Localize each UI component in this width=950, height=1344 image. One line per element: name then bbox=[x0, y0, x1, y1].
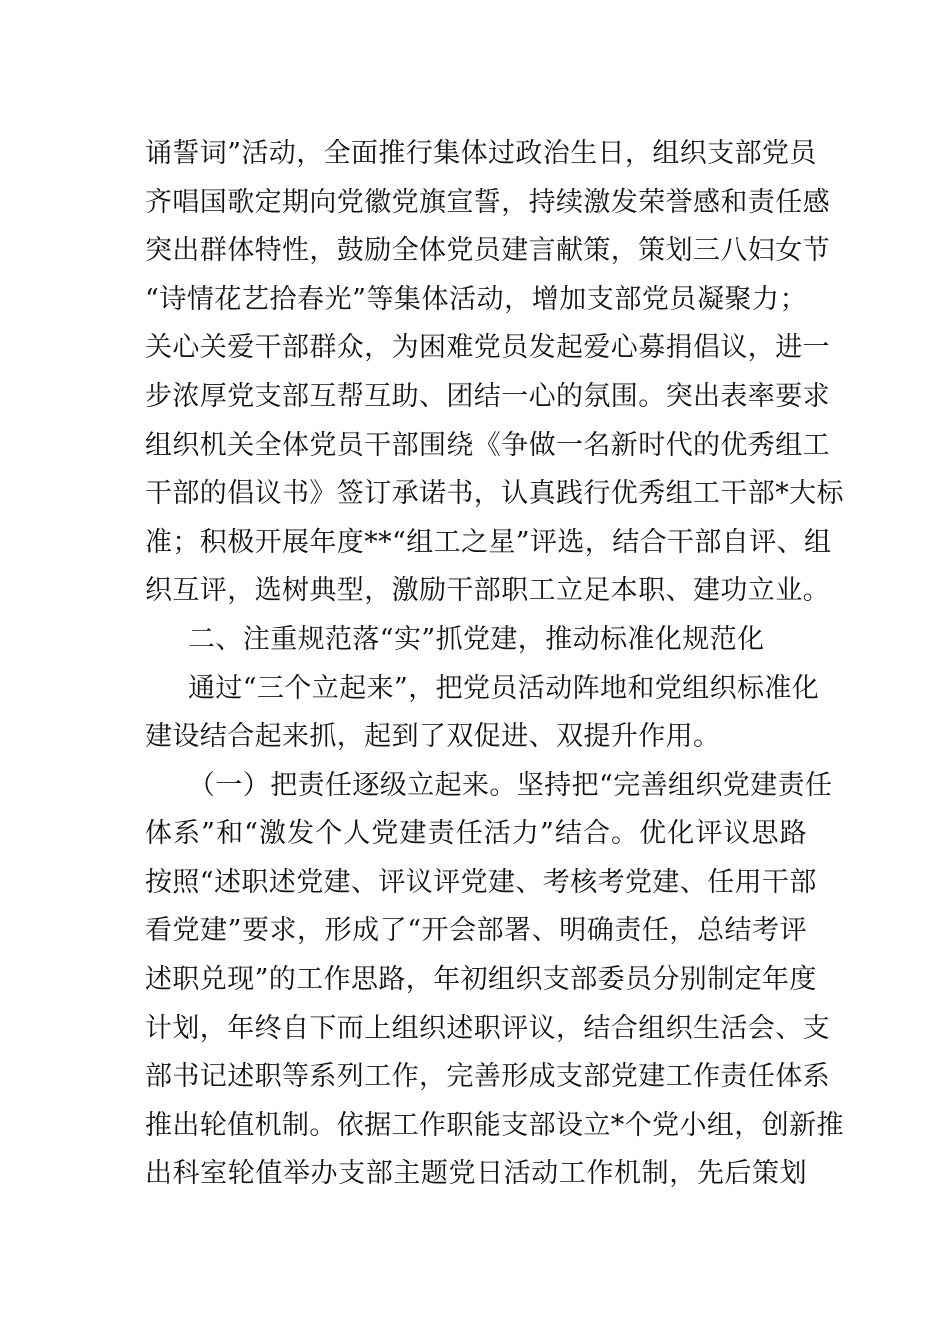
text-line: 体系”和“激发个人党建责任活力”结合。优化评议思路 bbox=[145, 818, 807, 849]
text-line: 建设结合起来抓，起到了双促进、双提升作用。 bbox=[145, 721, 721, 752]
text-line: 关心关爱干部群众，为困难党员发起爱心募捐倡议，进一 bbox=[145, 332, 830, 363]
text-line: 计划，年终自下而上组织述职评议，结合组织生活会、支 bbox=[145, 1013, 830, 1044]
text-line: 部书记述职等系列工作，完善形成支部党建工作责任体系 bbox=[145, 1061, 830, 1092]
text-line: 看党建”要求，形成了“开会部署、明确责任，总结考评 bbox=[145, 915, 807, 946]
text-line: 按照“述职述党建、评议评党建、考核考党建、任用干部 bbox=[145, 867, 817, 898]
text-line: 推出轮值机制。依据工作职能支部设立*个党小组，创新推 bbox=[145, 1110, 844, 1141]
text-line: 步浓厚党支部互帮互助、团结一心的氛围。突出表率要求 bbox=[145, 381, 830, 412]
text-line: “诗情花艺拾春光”等集体活动，增加支部党员凝聚力； bbox=[145, 284, 807, 315]
section-heading: 二、注重规范落“实”抓党建，推动标准化规范化 bbox=[188, 624, 765, 655]
text-line: 诵誓词”活动，全面推行集体过政治生日，组织支部党员 bbox=[145, 138, 817, 169]
text-line: 述职兑现”的工作思路，年初组织支部委员分别制定年度 bbox=[145, 964, 817, 995]
text-line: 通过“三个立起来”，把党员活动阵地和党组织标准化 bbox=[188, 673, 820, 704]
text-line: 齐唱国歌定期向党徽党旗宣誓，持续激发荣誉感和责任感 bbox=[145, 187, 830, 218]
subsection-heading: （一）把责任逐级立起来。坚持把“完善组织党建责任 bbox=[188, 770, 833, 801]
text-line: 出科室轮值举办支部主题党日活动工作机制，先后策划 bbox=[145, 1158, 807, 1189]
text-line: 干部的倡议书》签订承诺书，认真践行优秀组工干部*大标 bbox=[145, 478, 844, 509]
text-line: 织互评，选树典型，激励干部职工立足本职、建功立业。 bbox=[145, 575, 830, 606]
text-line: 准；积极开展年度**“组工之星”评选，结合干部自评、组 bbox=[145, 527, 832, 558]
text-line: 组织机关全体党员干部围绕《争做一名新时代的优秀组工 bbox=[145, 430, 830, 461]
text-line: 突出群体特性，鼓励全体党员建言献策，策划三八妇女节 bbox=[145, 235, 830, 266]
